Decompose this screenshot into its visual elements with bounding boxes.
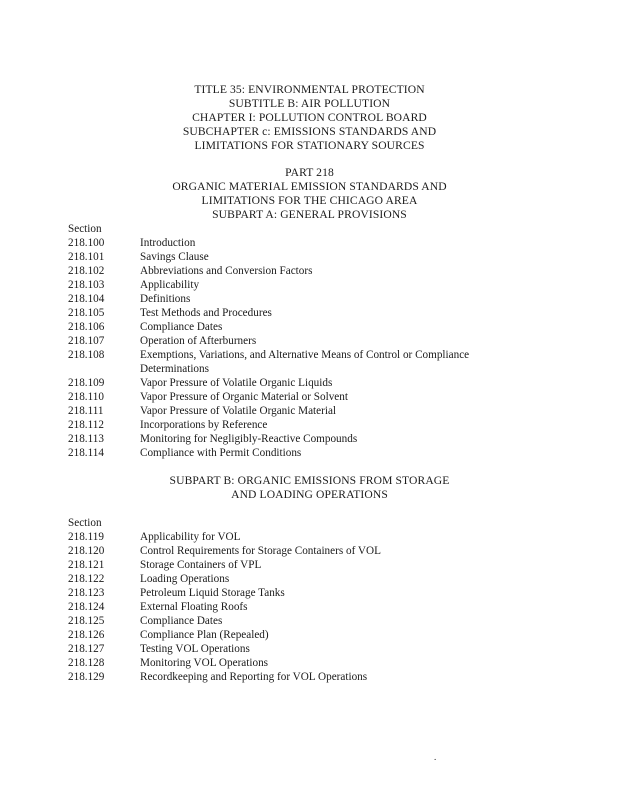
page-mark: . <box>434 752 437 762</box>
section-title: Applicability for VOL <box>140 531 241 543</box>
subpart-b-heading-block <box>0 474 619 502</box>
section-title: Test Methods and Procedures <box>140 307 272 319</box>
toc-row <box>68 558 548 572</box>
section-number: 218.103 <box>68 279 105 291</box>
section-number: 218.100 <box>68 237 105 249</box>
subchapter-line: SUBCHAPTER c: EMISSIONS STANDARDS AND <box>182 125 437 138</box>
section-number: 218.126 <box>68 629 105 641</box>
toc-row <box>68 264 548 278</box>
section-title: Vapor Pressure of Volatile Organic Liquids <box>140 377 333 389</box>
section-title: Compliance Dates <box>140 615 223 627</box>
section-number: 218.101 <box>68 251 105 263</box>
section-number: 218.102 <box>68 265 105 277</box>
subpart-a-toc <box>68 236 548 460</box>
section-number: 218.112 <box>68 419 104 431</box>
toc-row <box>68 292 548 306</box>
section-title: Petroleum Liquid Storage Tanks <box>140 587 285 599</box>
section-title: Incorporations by Reference <box>140 419 268 431</box>
toc-row <box>68 670 548 684</box>
toc-row <box>68 530 548 544</box>
section-number: 218.127 <box>68 643 105 655</box>
section-title: Compliance with Permit Conditions <box>140 447 302 459</box>
section-number: 218.110 <box>68 391 104 403</box>
section-title: Compliance Plan (Repealed) <box>140 629 269 641</box>
section-number: 218.109 <box>68 377 105 389</box>
section-number: 218.123 <box>68 587 105 599</box>
section-title-continuation: Determinations <box>140 363 209 375</box>
toc-row <box>68 278 548 292</box>
section-title: Abbreviations and Conversion Factors <box>140 265 313 277</box>
section-number: 218.106 <box>68 321 105 333</box>
toc-row <box>68 236 548 250</box>
section-number: 218.108 <box>68 349 105 361</box>
toc-row <box>68 404 548 418</box>
section-number: 218.105 <box>68 307 105 319</box>
section-title: Monitoring for Negligibly-Reactive Compounds <box>140 433 358 445</box>
subpart-a-heading: SUBPART A: GENERAL PROVISIONS <box>212 208 407 221</box>
section-number: 218.129 <box>68 671 105 683</box>
part-heading-block <box>0 166 619 222</box>
subpart-b-toc <box>68 530 548 684</box>
toc-row <box>68 376 548 390</box>
toc-row <box>68 628 548 642</box>
section-number: 218.107 <box>68 335 105 347</box>
section-title-wrapped <box>140 348 548 376</box>
section-number: 218.128 <box>68 657 105 669</box>
section-number: 218.125 <box>68 615 105 627</box>
section-number: 218.111 <box>68 405 104 417</box>
toc-row <box>68 586 548 600</box>
toc-row <box>68 306 548 320</box>
toc-row <box>68 432 548 446</box>
section-title: Loading Operations <box>140 573 230 585</box>
section-title: External Floating Roofs <box>140 601 248 613</box>
section-title: Recordkeeping and Reporting for VOL Operations <box>140 671 368 683</box>
toc-row <box>68 446 548 460</box>
subtitle-line: SUBTITLE B: AIR POLLUTION <box>228 97 391 110</box>
section-title: Applicability <box>140 279 200 291</box>
section-number: 218.104 <box>68 293 105 305</box>
section-number: 218.114 <box>68 447 104 459</box>
toc-row <box>68 348 548 376</box>
part-number: PART 218 <box>285 166 334 179</box>
title-line: TITLE 35: ENVIRONMENTAL PROTECTION <box>194 83 425 96</box>
section-title: Compliance Dates <box>140 321 223 333</box>
part-title: ORGANIC MATERIAL EMISSION STANDARDS AND <box>172 180 447 193</box>
section-title: Operation of Afterburners <box>140 335 257 347</box>
section-title: Storage Containers of VPL <box>140 559 262 571</box>
section-title: Testing VOL Operations <box>140 643 250 655</box>
subpart-a-section-label: Section <box>68 223 102 235</box>
section-title: Savings Clause <box>140 251 209 263</box>
section-number: 218.121 <box>68 559 105 571</box>
section-number: 218.120 <box>68 545 105 557</box>
section-title: Exemptions, Variations, and Alternative Means of Control or Compliance <box>140 349 470 361</box>
subpart-b-heading-cont: AND LOADING OPERATIONS <box>231 488 388 501</box>
section-title: Monitoring VOL Operations <box>140 657 269 669</box>
section-number: 218.124 <box>68 601 105 613</box>
toc-row <box>68 572 548 586</box>
section-title: Definitions <box>140 293 191 305</box>
document-title-block <box>0 83 619 153</box>
part-title-cont: LIMITATIONS FOR THE CHICAGO AREA <box>201 194 418 207</box>
toc-row <box>68 250 548 264</box>
chapter-line: CHAPTER I: POLLUTION CONTROL BOARD <box>192 111 427 124</box>
toc-row <box>68 418 548 432</box>
section-number: 218.119 <box>68 531 104 543</box>
toc-row <box>68 642 548 656</box>
subpart-b-heading: SUBPART B: ORGANIC EMISSIONS FROM STORAGE <box>169 474 450 487</box>
subchapter-line-cont: LIMITATIONS FOR STATIONARY SOURCES <box>194 139 425 152</box>
toc-row <box>68 544 548 558</box>
section-number: 218.113 <box>68 433 104 445</box>
section-number: 218.122 <box>68 573 105 585</box>
toc-row <box>68 656 548 670</box>
section-title: Introduction <box>140 237 196 249</box>
toc-row <box>68 334 548 348</box>
toc-row <box>68 320 548 334</box>
toc-row <box>68 600 548 614</box>
subpart-b-section-label: Section <box>68 517 102 529</box>
section-title: Vapor Pressure of Volatile Organic Material <box>140 405 337 417</box>
toc-row <box>68 390 548 404</box>
toc-row <box>68 614 548 628</box>
section-title: Vapor Pressure of Organic Material or Solvent <box>140 391 348 403</box>
section-title: Control Requirements for Storage Containers of VOL <box>140 545 381 557</box>
